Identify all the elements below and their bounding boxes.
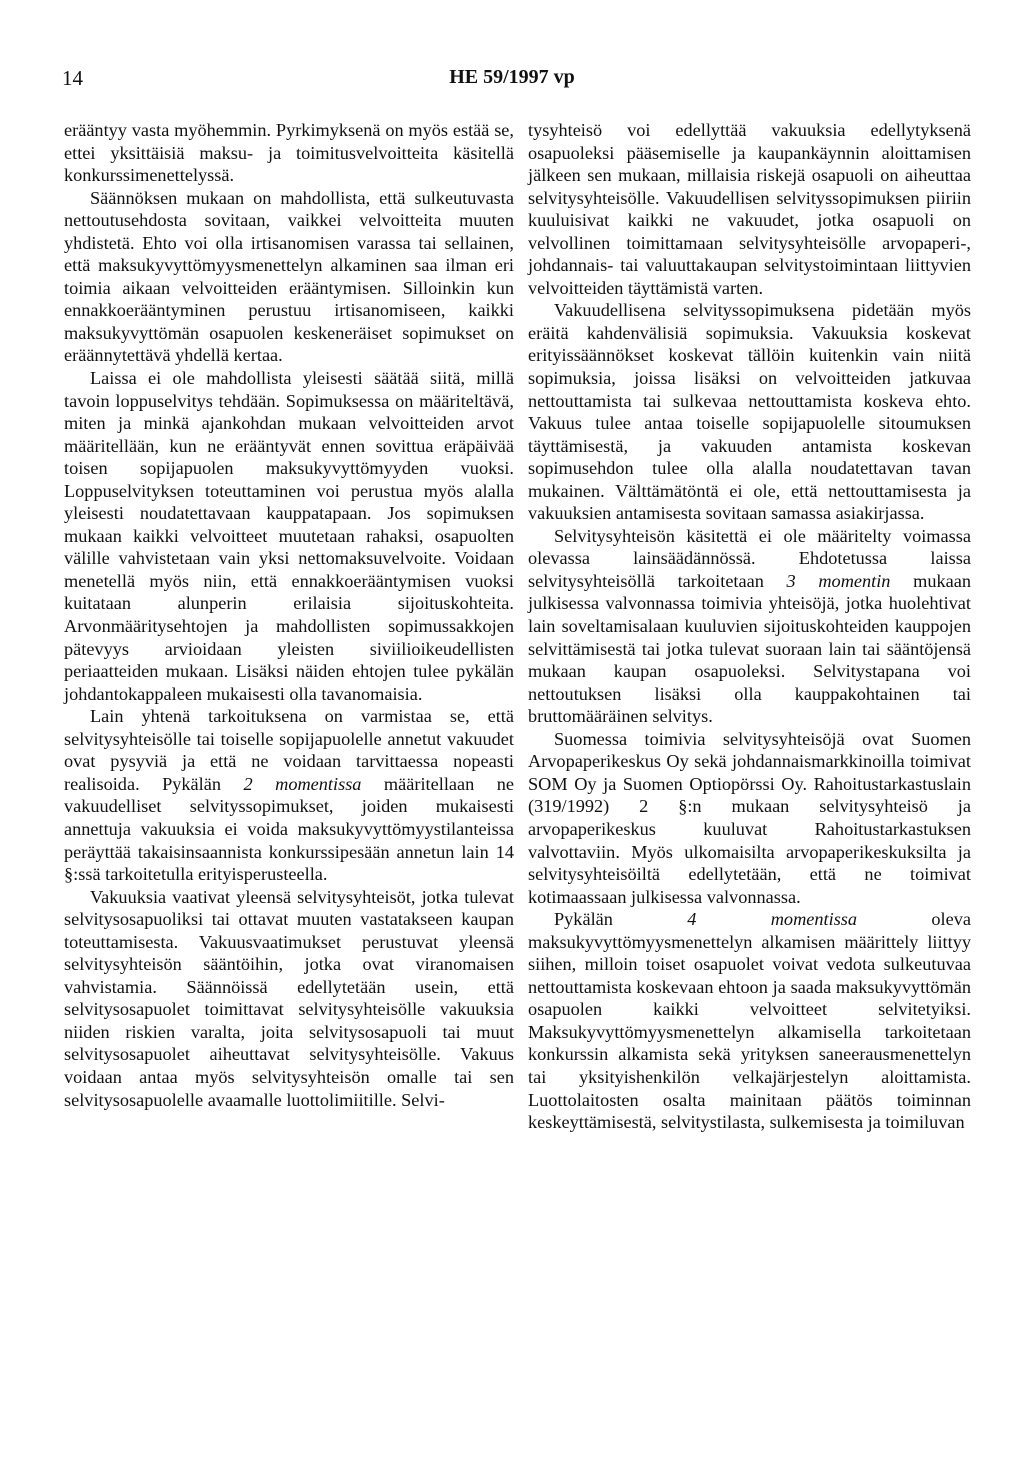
paragraph [528, 299, 971, 524]
paragraph-text: Laissa ei ole mahdollista yleisesti säätää siitä, millä tavoin loppuselvitys tehdään. Sopimuksessa on määriteltävä, miten ja minkä ajankohdan mukaan velvoitteiden arvot määritellään, kun ne erääntyvät ennen sovittua eräpäivää toisen sopijapuolen maksukyvyttömyyden vuoksi. Loppuselvityksen toteuttaminen voi perustua myös alalla yleisesti noudatettavaan kauppatapaan. Jos sopimuksen mukaan kaikki velvoitteet muutetaan rahaksi, osapuolten välille vahvistetaan vain yksi nettomaksuvelvoite. Voidaan menetellä myös niin, että ennakkoerääntymisen vuoksi kuitataan alunperin erilaisia sijoituskohteita. Arvonmääritysehtojen ja mahdollisten sopimussakkojen pätevyys arvioidaan yleisten siviilioikeudellisten periaatteiden mukaan. Lisäksi näiden ehtojen tulee pykälän johdantokappaleen mukaisesti olla tavanomaisia. [64, 368, 514, 704]
italic-reference: 2 momentissa [243, 773, 362, 794]
paragraph-text: Pykälän [554, 909, 688, 930]
paragraph-text: Vakuuksia vaativat yleensä selvitysyhteisöt, jotka tulevat selvitysosapuoliksi tai ottavat muuten vastatakseen kaupan toteuttamisesta. Vakuusvaatimukset perustuvat yleensä selvitysyhteisön sääntöihin, jotka ovat viranomaisen vahvistamia. Säännöissä edellytetään usein, että selvitysosapuolet toimittavat selvitysyhteisölle vakuuksia niiden riskien varalta, joita selvitysosapuoli tai muut selvitysosapuolet aiheuttavat selvitysyhteisölle. Vakuus voidaan antaa myös selvitysyhteisön omalle tai sen selvitysosapuolelle avaamalle luottolimiitille. Selvi- [64, 886, 514, 1110]
document-id-header: HE 59/1997 vp [449, 66, 575, 88]
paragraph-text: erääntyy vasta myöhemmin. Pyrkimyksenä on myös estää se, ettei yksittäisiä maksu- ja toimitusvelvoitteita käsitellä konkurssimenettelyssä. [64, 120, 514, 186]
page-number: 14 [62, 66, 83, 90]
paragraph-text: Vakuudellisena selvityssopimuksena pidetään myös eräitä kahdenvälisiä sopimuksia. Vakuuksia koskevat erityissäännökset koskevat tällöin kuitenkin vain niitä sopimuksia, joissa lisäksi on velvoitteiden jatkuvaa nettouttamista tai sulkevaa nettouttamista koskeva ehto. Vakuus tulee antaa toiselle sopijapuolelle sitoumuksen täyttämisestä, ja vakuuden antamista koskevan sopimusehdon tulee olla alalla noudatettavan tavan mukainen. Välttämätöntä ei ole, että nettouttamisesta ja vakuuksien antamisesta sovitaan samassa asiakirjassa. [528, 300, 971, 524]
paragraph-text: Säännöksen mukaan on mahdollista, että sulkeutuvasta nettoutusehdosta sovitaan, vaikkei velvoitteita muuten yhdistetä. Ehto voi olla irtisanomisen varassa tai sellainen, että maksukyvyttömyysmenettelyn alkaminen saa ilman eri toimia aikaan velvoitteiden erääntymisen. Silloinkin kun ennakkoerääntyminen perustuu irtisanomiseen, kaikki maksukyvyttömän osapuolen keskeneräiset sopimukset on eräännytettävä yhdellä kertaa. [64, 187, 514, 366]
paragraph-text: määritellaan ne vakuudelliset selvityssopimukset, joiden mukaisesti annettuja vakuuksia ei voida maksukyvyttömyystilanteissa peräyttää takaisinsaannista konkurssipesään annetun lain 14 §:ssä tarkoitetulla erityisperusteella. [64, 773, 515, 885]
left-text-column [64, 119, 514, 1111]
paragraph-text: Lain yhtenä tarkoituksena on varmistaa se, että selvitysyhteisölle tai toiselle sopijapuolelle annetut vakuudet ovat pysyviä ja että ne voidaan tarvittaessa nopeasti realisoida. Pykälän [64, 706, 514, 794]
paragraph [64, 705, 514, 885]
paragraph [64, 119, 514, 187]
paragraph [64, 367, 514, 705]
paragraph [528, 908, 971, 1133]
paragraph-text: mukaan julkisessa valvonnassa toimivia yhteisöjä, jotka huolehtivat lain soveltamisalaan kuuluvien sijoituskohteiden kauppojen selvittämisestä tai jotka tulevat suoraan lain tai sääntöjensä mukaan kaupan osapuoleksi. Selvitystapana voi nettoutuksen lisäksi olla kauppakohtainen tai bruttomääräinen selvitys. [528, 570, 971, 727]
paragraph-text: Selvitysyhteisön käsitettä ei ole määritelty voimassa olevassa lainsäädännössä. Ehdotetussa laissa selvitysyhteisöllä tarkoitetaan [528, 525, 971, 591]
paragraph-text: oleva maksukyvyttömyysmenettelyn alkamisen määrittely liittyy siihen, milloin toiset osapuolet voivat vedota sulkeutuvaa nettouttamista koskevaan ehtoon ja saada maksukyvyttömän osapuolen kaikki velvoitteet selvitetyiksi. Maksukyvyttömyysmenettelyn alkamisella tarkoitetaan konkurssin alkamista sekä yrityksen saneerausmenettelyn tai yksityishenkilön velkajärjestelyn aloittamista. Luottolaitosten osalta mainitaan päätös toiminnan keskeyttämisestä, selvitystilasta, sulkemisesta ja toimiluvan [528, 909, 971, 1133]
paragraph [528, 119, 971, 299]
paragraph [528, 728, 971, 908]
paragraph [64, 886, 514, 1111]
italic-reference: 4 momentissa [687, 909, 858, 930]
italic-reference: 3 momentin [786, 570, 891, 591]
right-text-column [528, 119, 971, 1134]
paragraph [528, 525, 971, 728]
paragraph [64, 187, 514, 367]
paragraph-text: Suomessa toimivia selvitysyhteisöjä ovat Suomen Arvopaperikeskus Oy sekä johdannaismarkkinoilla toimivat SOM Oy ja Suomen Optiopörssi Oy. Rahoitustarkastuslain (319/1992) 2 §:n mukaan selvitysyhteisö ja arvopaperikeskus kuuluvat Rahoitustarkastuksen valvottaviin. Myös ulkomaisilta arvopaperikeskuksilta ja selvitysyhteisöiltä edellytetään, että ne toimivat kotimaassaan julkisessa valvonnassa. [528, 728, 971, 907]
paragraph-text: tysyhteisö voi edellyttää vakuuksia edellytyksenä osapuoleksi pääsemiselle ja kaupankäynnin aloittamisen jälkeen sen mukaan, millaisia riskejä osapuoli on aiheuttaa selvitysyhteisölle. Vakuudellisen selvityssopimuksen piiriin kuuluisivat kaikki ne vakuudet, jotka osapuoli on velvollinen toimittamaan selvitysyhteisölle arvopaperi-, johdannais- tai valuuttakaupan selvitystoimintaan liittyvien velvoitteiden täyttämistä varten. [528, 120, 971, 298]
